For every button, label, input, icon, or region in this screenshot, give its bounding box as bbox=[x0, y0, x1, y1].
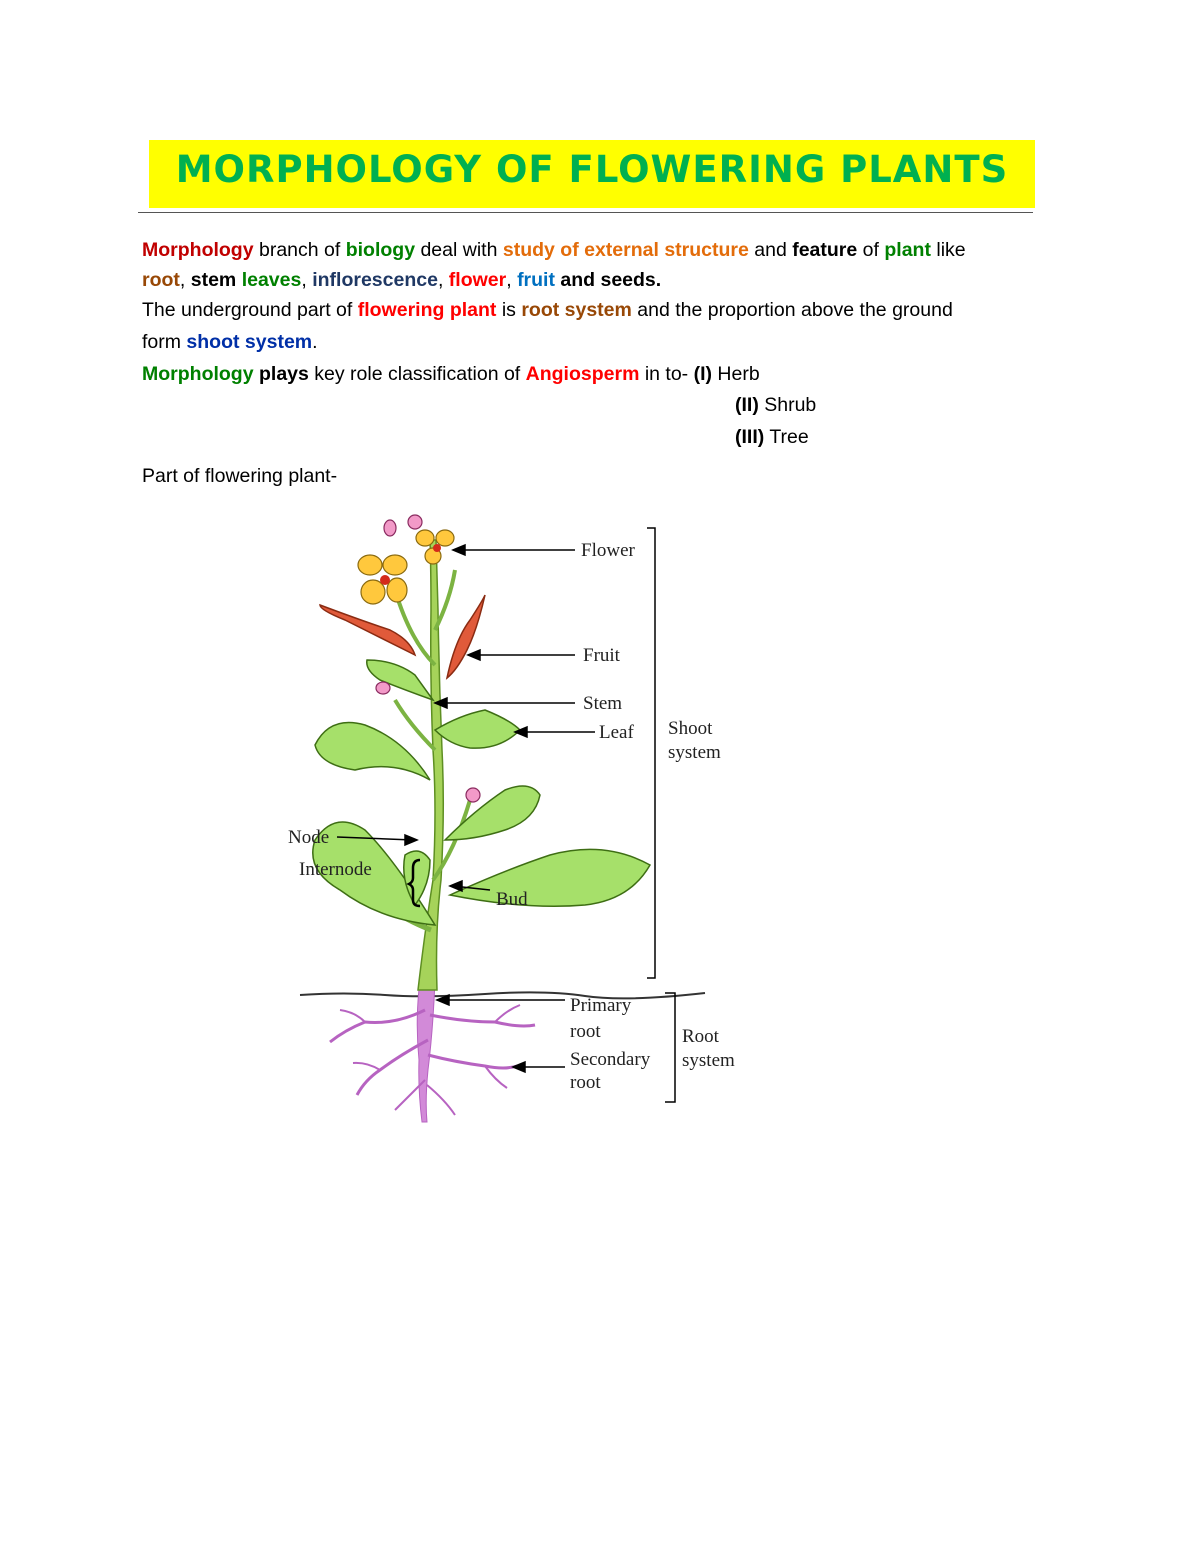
flowering-plant-diagram bbox=[285, 510, 765, 1130]
term-root: root bbox=[142, 269, 180, 291]
term-stem: stem bbox=[190, 269, 237, 291]
label-bud: Bud bbox=[496, 889, 528, 910]
text: The underground part of bbox=[142, 299, 358, 321]
text-seeds: and seeds. bbox=[554, 269, 662, 291]
term-plays: plays bbox=[253, 363, 309, 385]
text: in to- bbox=[639, 363, 694, 385]
term-shoot-system: shoot system bbox=[186, 331, 313, 353]
text: , bbox=[179, 269, 191, 291]
paragraph-5 bbox=[142, 359, 760, 389]
label-stem: Stem bbox=[583, 693, 623, 714]
text: is bbox=[496, 299, 522, 321]
text: key role classification of bbox=[308, 363, 526, 385]
term-angiosperm: Angiosperm bbox=[525, 363, 640, 385]
text: and bbox=[748, 239, 793, 261]
text: branch of bbox=[253, 239, 346, 261]
term-morphology: Morphology bbox=[142, 239, 254, 261]
label-root-system: system bbox=[682, 1050, 735, 1071]
text: . bbox=[312, 331, 318, 353]
title-underline bbox=[138, 212, 1033, 213]
list-text: Tree bbox=[764, 426, 809, 448]
label-secondary-root: root bbox=[570, 1072, 601, 1093]
text: , bbox=[506, 269, 518, 291]
label-shoot: Shoot bbox=[668, 718, 713, 739]
term-fruit: fruit bbox=[517, 269, 555, 291]
label-secondary: Secondary bbox=[570, 1049, 651, 1070]
term-external-structure: study of external structure bbox=[502, 239, 749, 261]
text: like bbox=[930, 239, 966, 261]
term-flower: flower bbox=[448, 269, 507, 291]
term-feature: feature bbox=[792, 239, 858, 261]
page-title: MORPHOLOGY OF FLOWERING PLANTS bbox=[175, 148, 1009, 191]
list-item-shrub bbox=[735, 394, 816, 417]
term-root-system: root system bbox=[521, 299, 632, 321]
list-text-herb: Herb bbox=[712, 363, 760, 385]
paragraph-3 bbox=[142, 295, 953, 325]
text: form bbox=[142, 331, 187, 353]
shoot-system-bracket bbox=[647, 528, 655, 978]
label-fruit: Fruit bbox=[583, 645, 620, 666]
term-inflorescence: inflorescence bbox=[312, 269, 438, 291]
text: deal with bbox=[415, 239, 503, 261]
list-number: (II) bbox=[735, 394, 759, 416]
paragraph-2 bbox=[142, 265, 661, 295]
term-biology: biology bbox=[345, 239, 416, 261]
label-primary-root: root bbox=[570, 1021, 601, 1042]
text: and the proportion above the ground bbox=[631, 299, 953, 321]
label-flower: Flower bbox=[581, 540, 635, 561]
paragraph-4 bbox=[142, 327, 318, 357]
term-morphology-suffix: y bbox=[242, 363, 254, 385]
term-plant: plant bbox=[884, 239, 931, 261]
label-primary: Primary bbox=[570, 995, 632, 1016]
term-morphology: Morpholog bbox=[142, 363, 243, 385]
text: of bbox=[857, 239, 885, 261]
root-system-bracket bbox=[665, 993, 675, 1102]
root-system-drawing bbox=[330, 980, 535, 1122]
text: , bbox=[437, 269, 449, 291]
list-number: (I) bbox=[693, 363, 712, 385]
label-internode: Internode bbox=[299, 859, 372, 880]
label-brackets bbox=[409, 528, 675, 1102]
list-number: (III) bbox=[735, 426, 765, 448]
term-leaves: leaves bbox=[241, 269, 302, 291]
list-text: Shrub bbox=[758, 394, 817, 416]
paragraph-1 bbox=[142, 235, 966, 265]
ground-line bbox=[300, 992, 705, 998]
list-item-tree bbox=[735, 426, 809, 449]
label-shoot-system: system bbox=[668, 742, 721, 763]
label-root: Root bbox=[682, 1026, 719, 1047]
term-flowering-plant: flowering plant bbox=[357, 299, 497, 321]
label-leaf: Leaf bbox=[599, 722, 634, 743]
diagram-caption: Part of flowering plant- bbox=[142, 465, 338, 487]
label-node: Node bbox=[288, 827, 330, 848]
text: , bbox=[301, 269, 313, 291]
